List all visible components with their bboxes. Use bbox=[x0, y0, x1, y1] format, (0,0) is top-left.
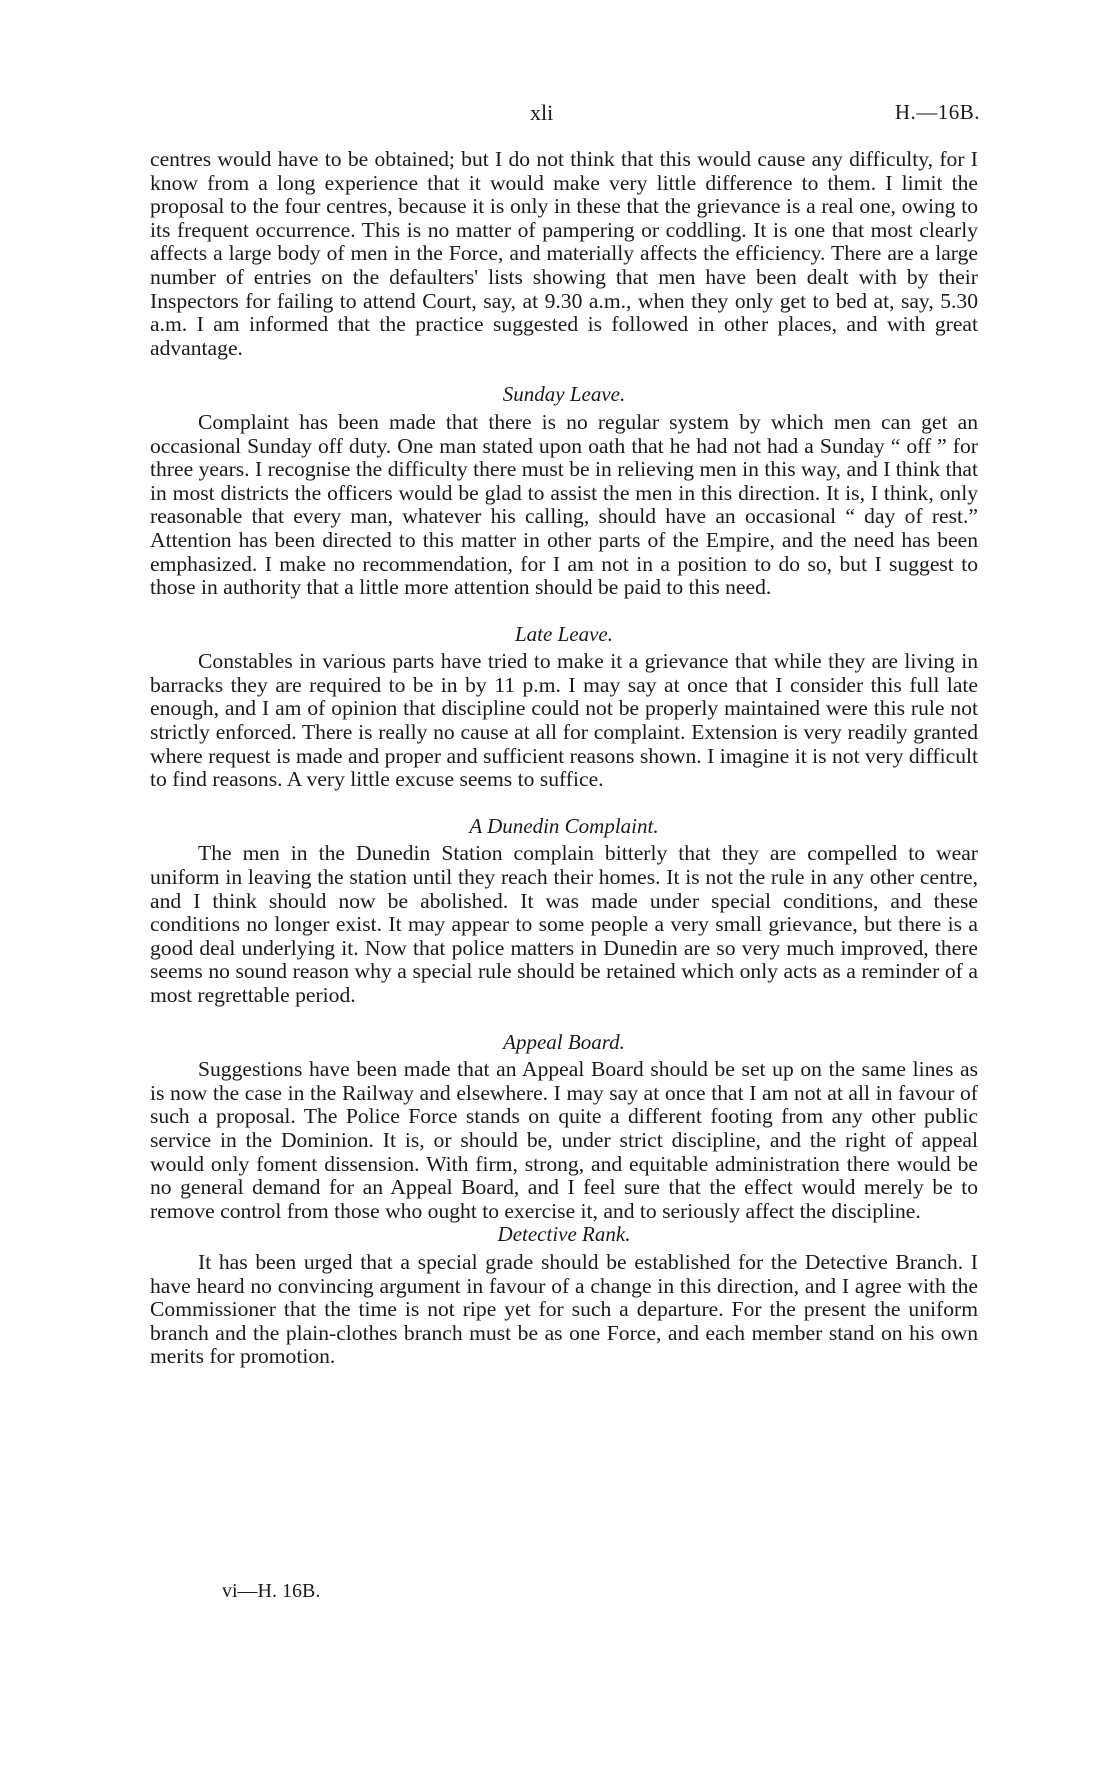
section-heading-appeal-board: Appeal Board. bbox=[503, 1029, 625, 1054]
document-body bbox=[150, 148, 978, 1369]
section-heading-detective-rank: Detective Rank. bbox=[497, 1222, 631, 1247]
footer-signature: vi—H. 16B. bbox=[222, 1580, 321, 1602]
section-late-leave bbox=[150, 623, 978, 792]
section-appeal-board bbox=[150, 1031, 978, 1224]
section-paragraph-detective-rank: It has been urged that a special grade should be established for the Detective Branch. I have heard no convincing argument in favour of a change in this direction, and I agree with the Commissioner that the time is not ripe yet for such a departure. For the present the uniform branch and the plain-clothes branch must be as one Force, and each member stand on his own merits for promotion. bbox=[150, 1249, 978, 1369]
intro-paragraph: centres would have to be obtained; but I do not think that this would cause any difficulty, for I know from a long experience that it would make very little difference to them. I limit the proposal to the four centres, because it is only in these that the grievance is a real one, owing to its frequent occurrence. This is no matter of pampering or coddling. It is one that most clearly affects a large body of men in the Force, and materially affects the efficiency. There are a large number of entries on the defaulters' lists showing that men have been dealt with by their Inspectors for failing to attend Court, say, at 9.30 a.m., when they only get to bed at, say, 5.30 a.m. I am informed that the practice suggested is followed in other places, and with great advantage. bbox=[150, 147, 978, 360]
section-detective-rank bbox=[150, 1223, 978, 1369]
page-number: xli bbox=[530, 100, 554, 125]
section-paragraph-late-leave: Constables in various parts have tried to make it a grievance that while they are living in barracks they are required to be in by 11 p.m. I may say at once that I consider this full late enough, and I am of opinion that discipline could not be properly maintained were this rule not strictly enforced. There is really no cause at all for complaint. Extension is very readily granted where request is made and proper and sufficient reasons shown. I imagine it is not very difficult to find reasons. A very little excuse seems to suffice. bbox=[150, 649, 978, 792]
section-heading-sunday-leave: Sunday Leave. bbox=[502, 382, 626, 407]
document-reference: H.—16B. bbox=[894, 100, 980, 124]
page-header bbox=[150, 100, 980, 130]
section-heading-late-leave: Late Leave. bbox=[515, 621, 613, 646]
section-heading-dunedin-complaint: A Dunedin Complaint. bbox=[469, 813, 659, 838]
section-paragraph-sunday-leave: Complaint has been made that there is no regular system by which men can get an occasional Sunday off duty. One man stated upon oath that he had not had a Sunday “ off ” for three years. I recognise the difficulty there must be in relieving men in this way, and I think that in most districts the officers would be glad to assist the men in this direction. It is, I think, only reasonable that every man, whatever his calling, should have an occasional “ day of rest.” Attention has been directed to this matter in other parts of the Empire, and the need has been emphasized. I make no recommendation, for I am not in a position to do so, but I suggest to those in authority that a little more attention should be paid to this need. bbox=[150, 409, 978, 600]
section-dunedin-complaint bbox=[150, 815, 978, 1008]
section-paragraph-appeal-board: Suggestions have been made that an Appeal Board should be set up on the same lines as is now the case in the Railway and elsewhere. I may say at once that I am not at all in favour of such a proposal. The Police Force stands on quite a different footing from any other public service in the Dominion. It is, or should be, under strict discipline, and the right of appeal would only foment dissension. With firm, strong, and equitable administration there would be no general demand for an Appeal Board, and I feel sure that the effect would merely be to remove control from those who ought to exercise it, and to seriously affect the discipline. bbox=[150, 1057, 978, 1223]
section-paragraph-dunedin-complaint: The men in the Dunedin Station complain bitterly that they are compelled to wear uniform in leaving the station until they reach their homes. It is not the rule in any other centre, and I think should now be abolished. It was made under special conditions, and these conditions no longer exist. It may appear to some people a very small grievance, but there is a good deal underlying it. Now that police matters in Dunedin are so very much improved, there seems no sound reason why a special rule should be retained which only acts as a reminder of a most regrettable period. bbox=[150, 841, 978, 1007]
section-sunday-leave bbox=[150, 383, 978, 599]
